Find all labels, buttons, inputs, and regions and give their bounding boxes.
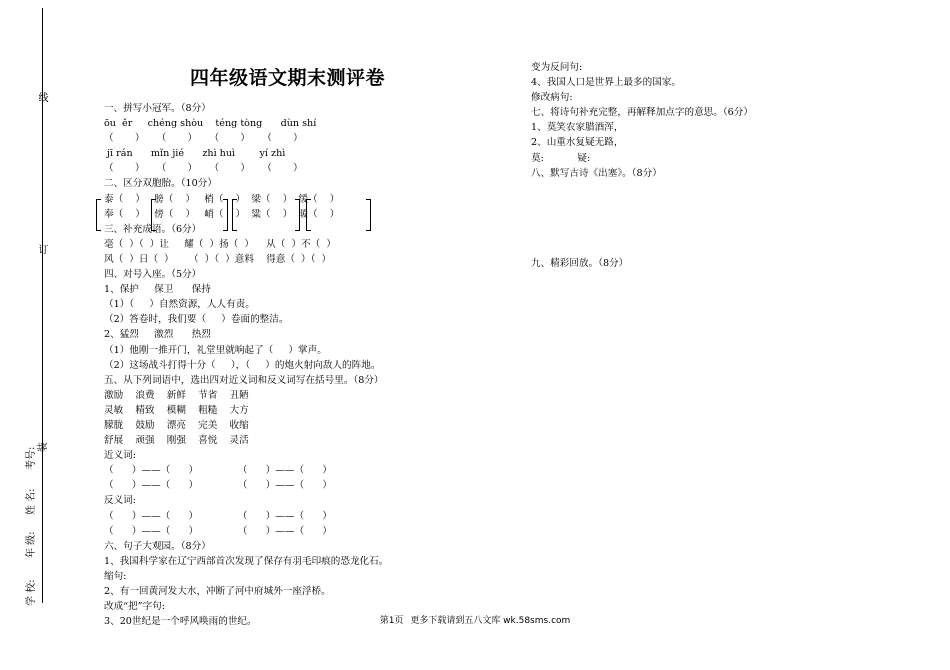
section-heading: 九、精彩回放。（8分）: [531, 258, 629, 270]
text-line: 近义词:: [104, 450, 137, 462]
text-line: （1）（ ）自然资源，人人有责。: [104, 299, 255, 311]
pair-bracket: [366, 199, 371, 231]
text-line: 一、拼写小冠军。（8分）: [104, 103, 211, 114]
text-line: 缩句:: [104, 570, 127, 582]
text-line: 2、猛烈 激烈 热烈: [104, 329, 211, 341]
section-heading: 八、默写古诗《出塞》。（8分）: [531, 167, 662, 179]
text-line: 4、我国人口是世界上最多的国家。: [531, 77, 682, 89]
name-field-label: 姓 名:: [26, 488, 37, 515]
pinyin-line: jī rán mǐn jié zhì huì yí zhì: [104, 148, 286, 160]
section-heading: 三、补充成语。（6分）: [104, 223, 202, 235]
blank-space: [531, 181, 911, 196]
binding-seal-label: 装: [38, 442, 49, 452]
text-line: 3、20世纪是一个呼风唤雨的世纪。: [104, 616, 257, 628]
text-line: 1、保护 保卫 保持: [104, 284, 211, 296]
answer-blank-line: （ ） （ ） （ ） （ ）: [104, 133, 303, 145]
text-line: （2）这场战斗打得十分（ ），（ ）的炮火射向敌人的阵地。: [104, 359, 381, 371]
blank-space: [531, 211, 911, 226]
school-field-label: 学 校:: [26, 579, 37, 606]
grade-field-label: 年 级:: [26, 531, 37, 558]
section-heading: 六、句子大观园。（8分）: [104, 540, 211, 552]
pinyin-line: ōu ěr chéng shòu téng tòng dùn shí: [104, 118, 317, 130]
section-heading: 四、对号入座。（5分）: [104, 269, 202, 281]
idiom-line: 毫（ ）（ ）让 耀（ ）扬（ ） 从（ ）不（ ）: [104, 238, 336, 250]
binding-order-label: 订: [36, 244, 47, 254]
blank-space: [531, 196, 911, 211]
pair-bracket: [232, 199, 237, 231]
text-line: 变为反问句:: [531, 62, 583, 73]
page-number: 第1页: [379, 616, 404, 626]
exam-number-label: 考号:: [26, 446, 37, 470]
left-column: [104, 101, 514, 629]
blank-space: [531, 226, 911, 241]
pair-bracket: [306, 199, 311, 231]
word-row: 舒展 顽强 刚强 喜悦 灵活: [104, 435, 249, 447]
text-line: 1、我国科学家在辽宁西部首次发现了保存有羽毛印痕的恐龙化石。: [104, 555, 389, 567]
word-row: 灵敏 精致 模糊 粗糙 大方: [104, 404, 249, 416]
answer-blank-line: （ ）——（ ） （ ）——（ ）: [104, 525, 332, 537]
answer-blank-line: （ ） （ ） （ ） （ ）: [104, 163, 303, 175]
page-footer: [0, 613, 950, 626]
char-pair-line: 奉（ ） 傍（ ） 峭（ ） 粱（ ） 暖（ ）: [104, 208, 340, 220]
text-line: 莫: 疑:: [531, 152, 591, 164]
char-pair-line: 泰（ ） 膀（ ） 梢（ ） 梁（ ） 缓（ ）: [104, 193, 340, 205]
text-line: 反义词:: [104, 495, 137, 507]
blank-space: [531, 241, 911, 256]
text-line: 2、山重水复疑无路，: [531, 137, 624, 149]
pair-bracket: [96, 199, 101, 231]
right-column: [531, 60, 911, 271]
answer-blank-line: （ ）——（ ） （ ）——（ ）: [104, 480, 332, 492]
section-heading: 五、从下列词语中，选出四对近义词和反义词写在括号里。（8分）: [104, 374, 384, 386]
text-line: 修改病句:: [531, 92, 573, 104]
download-link[interactable]: 更多下载请到五八文库 wk.58sms.com: [410, 616, 571, 626]
section-heading: 七、将诗句补充完整，再解释加点字的意思。（6分）: [531, 107, 753, 119]
word-row: 朦胧 鼓励 漂亮 完美 收缩: [104, 419, 249, 431]
pair-bracket: [295, 199, 300, 231]
section-heading: 二、区分双胞胎。（10分）: [104, 178, 217, 190]
word-row: 激励 浪费 新鲜 节省 丑陋: [104, 389, 249, 401]
text-line: 1、莫笑农家腊酒浑，: [531, 122, 624, 134]
idiom-line: 风（ ）日（ ） （ ）（ ）意料 得意（ ）（ ）: [104, 253, 332, 265]
pair-bracket: [223, 199, 228, 231]
text-line: （1）他刚一推开门，礼堂里就响起了（ ）掌声。: [104, 344, 327, 356]
exam-title: 四年级语文期末测评卷: [190, 67, 386, 89]
text-line: 改成“把”字句:: [104, 601, 166, 613]
binding-line-label: 线: [36, 92, 47, 102]
answer-blank-line: （ ）——（ ） （ ）——（ ）: [104, 510, 332, 522]
text-line: （2）答卷时，我们要（ ）卷面的整洁。: [104, 314, 289, 326]
pair-bracket: [151, 199, 156, 231]
answer-blank-line: （ ）——（ ） （ ）——（ ）: [104, 465, 332, 477]
text-line: 2、有一回黄河发大水，冲断了河中府城外一座浮桥。: [104, 586, 331, 597]
